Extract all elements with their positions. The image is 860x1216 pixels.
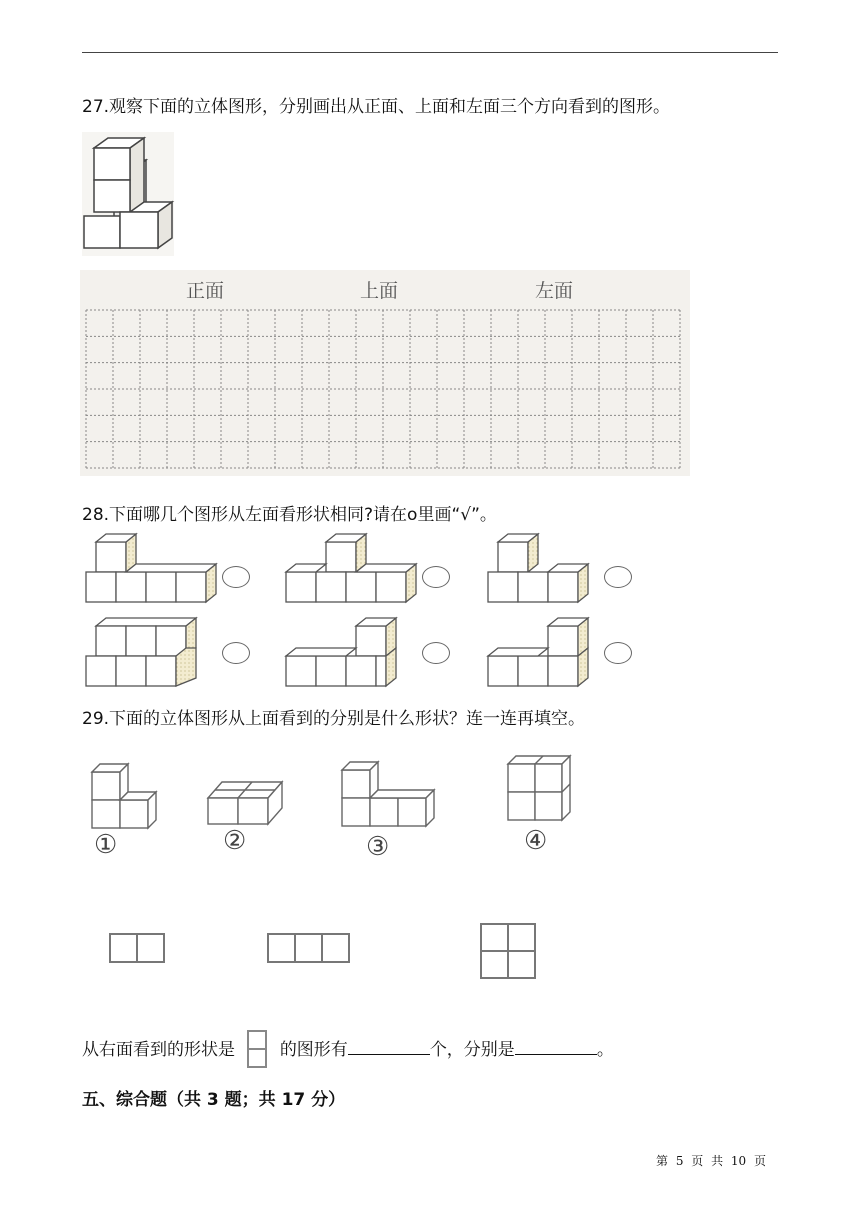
figure-number-3: ③ bbox=[366, 832, 390, 862]
answer-circle-4[interactable] bbox=[222, 642, 250, 664]
q28-figures bbox=[84, 534, 644, 694]
label-left-view: 左面 bbox=[535, 280, 574, 302]
answer-circle-3[interactable] bbox=[604, 566, 632, 588]
question-28-text: 28.下面哪几个图形从左面看形状相同?请在o里画“√”。 bbox=[82, 505, 497, 525]
label-top-view: 上面 bbox=[360, 280, 399, 302]
label-front-view: 正面 bbox=[186, 280, 225, 302]
fill-prefix: 从右面看到的形状是 bbox=[82, 1040, 235, 1060]
figure-number-4: ④ bbox=[524, 826, 548, 856]
fill-mid: 的图形有 bbox=[279, 1040, 348, 1060]
header-rule bbox=[82, 52, 778, 53]
answer-circle-1[interactable] bbox=[222, 566, 250, 588]
figure-number-1: ① bbox=[94, 830, 118, 860]
fill-end: 。 bbox=[596, 1040, 614, 1060]
count-blank[interactable] bbox=[348, 1038, 430, 1055]
question-27-text: 27.观察下面的立体图形，分别画出从正面、上面和左面三个方向看到的图形。 bbox=[82, 97, 671, 117]
q29-solid-figures bbox=[88, 756, 588, 832]
figure-number-2: ② bbox=[223, 826, 247, 856]
q27-dotted-grid[interactable] bbox=[84, 308, 684, 470]
q29-top-view-shapes bbox=[108, 920, 540, 982]
q29-fill-in-sentence bbox=[82, 1030, 614, 1070]
question-29-text: 29.下面的立体图形从上面看到的分别是什么形状？连一连再填空。 bbox=[82, 709, 586, 729]
figures-blank[interactable] bbox=[515, 1038, 597, 1055]
right-view-shape-icon bbox=[246, 1030, 268, 1070]
answer-circle-6[interactable] bbox=[604, 642, 632, 664]
answer-circle-2[interactable] bbox=[422, 566, 450, 588]
section-heading: 五、综合题（共 3 题；共 17 分） bbox=[82, 1090, 346, 1110]
fill-mid2: 个，分别是 bbox=[429, 1040, 515, 1060]
q27-solid-figure bbox=[82, 132, 174, 256]
answer-circle-5[interactable] bbox=[422, 642, 450, 664]
page-footer: 第 5 页 共 10 页 bbox=[656, 1154, 766, 1168]
